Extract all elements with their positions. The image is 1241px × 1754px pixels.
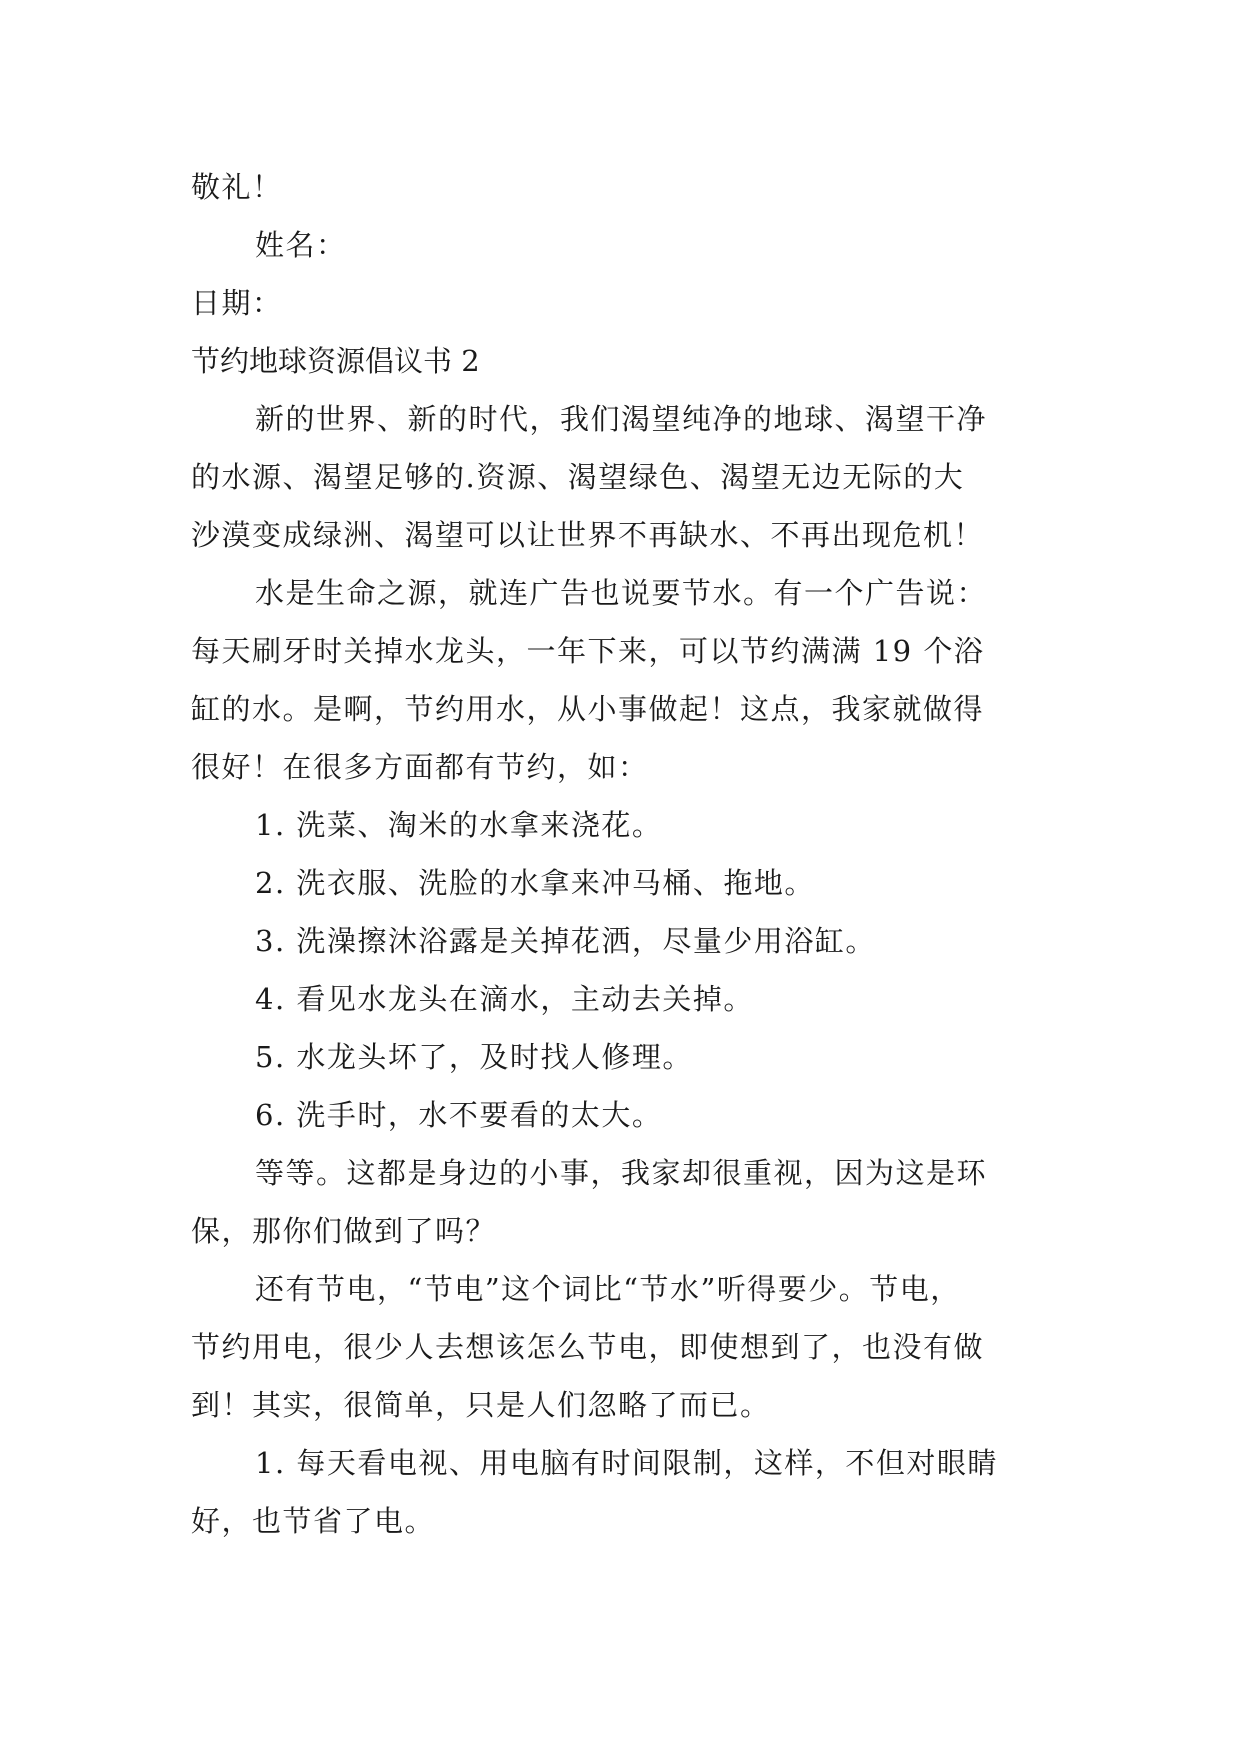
paragraph-line: 缸的水。是啊，节约用水，从小事做起！这点，我家就做得 [191,692,985,726]
list-item: 2. 洗衣服、洗脸的水拿来冲马桶、拖地。 [255,866,815,900]
list-item: 4. 看见水龙头在滴水，主动去关掉。 [255,982,754,1016]
paragraph-5 [191,1434,1051,1550]
paragraph-line: 水是生命之源，就连广告也说要节水。有一个广告说： [255,576,988,610]
paragraph-3 [191,1144,1051,1260]
paragraph-line: 沙漠变成绿洲、渴望可以让世界不再缺水、不再出现危机！ [191,518,985,552]
paragraph-1 [191,390,1051,564]
paragraph-line: 还有节电，“节电”这个词比“节水”听得要少。节电， [255,1272,961,1306]
paragraph-line: 好，也节省了电。 [191,1504,436,1538]
date-label: 日期： [191,286,283,320]
list-item: 3. 洗澡擦沐浴露是关掉花洒，尽量少用浴缸。 [255,924,876,958]
paragraph-line: 的水源、渴望足够的.资源、渴望绿色、渴望无边无际的大 [191,460,965,494]
paragraph-line: 保，那你们做到了吗？ [191,1214,497,1248]
paragraph-4 [191,1260,1051,1434]
paragraph-line: 每天刷牙时关掉水龙头，一年下来，可以节约满满 19 个浴 [191,634,985,668]
paragraph-line: 新的世界、新的时代，我们渴望纯净的地球、渴望干净 [255,402,988,436]
paragraph-line: 节约用电，很少人去想该怎么节电，即使想到了，也没有做 [191,1330,985,1364]
list-item: 1. 洗菜、淘米的水拿来浇花。 [255,808,663,842]
list-item: 6. 洗手时，水不要看的太大。 [255,1098,663,1132]
paragraph-2 [191,564,1051,796]
closing-salutation: 敬礼！ [191,170,283,204]
document-body [191,158,1051,1550]
paragraph-line: 1. 每天看电视、用电脑有时间限制，这样，不但对眼睛 [255,1446,998,1480]
list-item: 5. 水龙头坏了，及时找人修理。 [255,1040,693,1074]
paragraph-line: 很好！在很多方面都有节约，如： [191,750,649,784]
paragraph-line: 等等。这都是身边的小事，我家却很重视，因为这是环 [255,1156,988,1190]
document-title: 节约地球资源倡议书 2 [191,344,480,378]
water-saving-list [191,796,1051,1144]
name-label: 姓名： [255,228,347,262]
paragraph-line: 到！其实，很简单，只是人们忽略了而已。 [191,1388,771,1422]
